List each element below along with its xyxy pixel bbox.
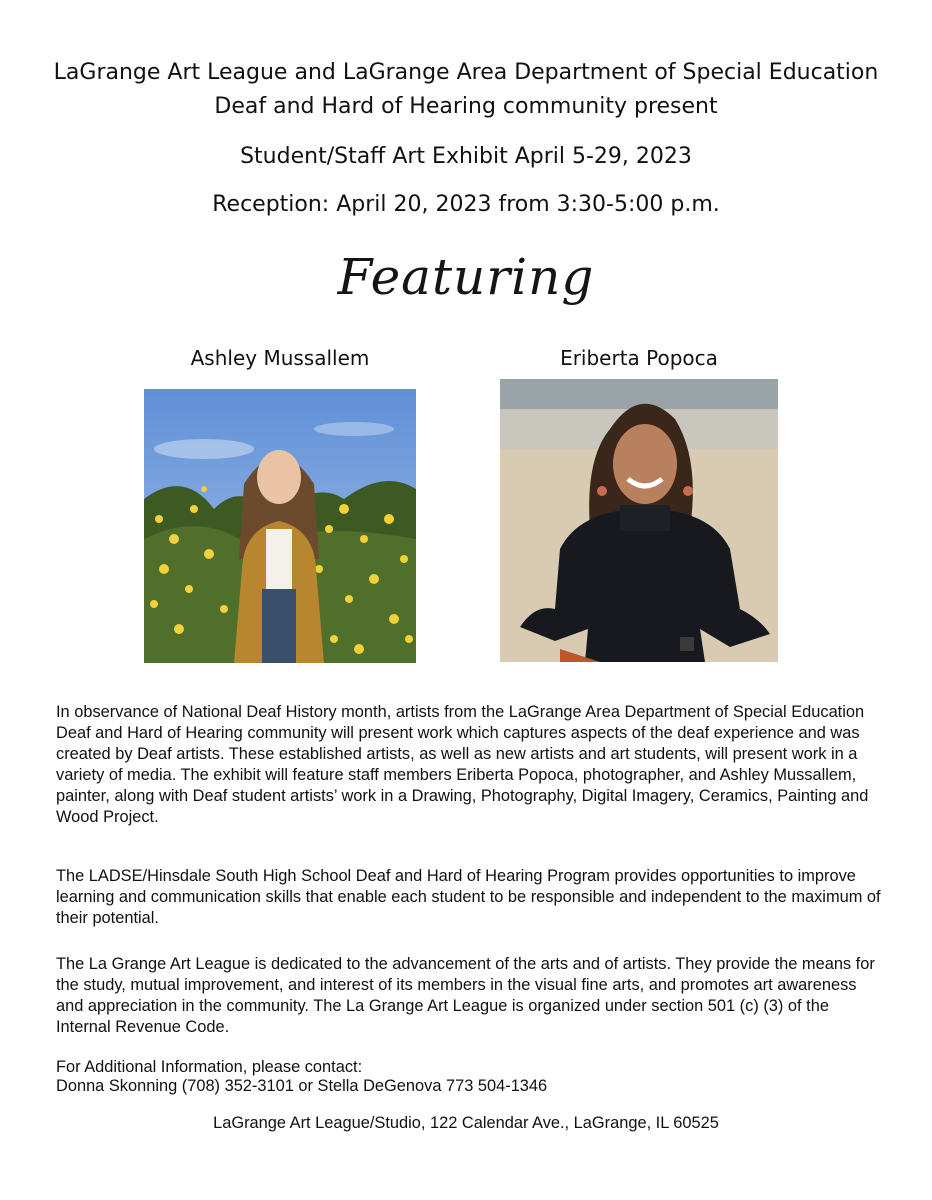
featuring-heading: Featuring xyxy=(337,248,595,306)
eriberta-portrait-illustration xyxy=(500,379,778,662)
reception-info: Reception: April 20, 2023 from 3:30-5:00 p.m. xyxy=(212,192,720,217)
paragraph-art-league-description: The La Grange Art League is dedicated to the advancement of the arts and of artists. They provide the means for the study, mutual improvement, and interest of its members in the visual fine arts, and promotes art awareness and appreciation in the community. The La Grange Art League is organized under section 501 (c) (3) of the Internal Revenue Code. xyxy=(56,955,875,1036)
paragraph-exhibit-description: In observance of National Deaf History month, artists from the LaGrange Area Department of Special Education Deaf and Hard of Hearing community will present work which captures aspects of the deaf experience and was created by Deaf artists. These established artists, as well as new artists and art students, will present work in a variety of media. The exhibit will feature staff members Eriberta Popoca, photographer, and Ashley Mussallem, painter, along with Deaf student artists’ work in a Drawing, Photography, Digital Imagery, Ceramics, Painting and Wood Project. xyxy=(56,703,869,826)
paragraph-program-description: The LADSE/Hinsdale South High School Deaf and Hard of Hearing Program provides opportunities to improve learning and communication skills that enable each student to be responsible and independent to the maximum of their potential. xyxy=(56,867,881,927)
ashley-portrait-illustration xyxy=(144,389,416,663)
header-line-2: Deaf and Hard of Hearing community present xyxy=(214,94,718,119)
contact-people: Donna Skonning (708) 352-3101 or Stella DeGenova 773 504-1346 xyxy=(56,1077,548,1095)
artist-name-eriberta: Eriberta Popoca xyxy=(560,346,718,370)
artist-photo-eriberta xyxy=(500,379,778,662)
artist-photo-ashley xyxy=(144,389,416,663)
header-line-1: LaGrange Art League and LaGrange Area Department of Special Education xyxy=(53,60,879,85)
exhibit-dates: Student/Staff Art Exhibit April 5-29, 2023 xyxy=(240,144,692,169)
contact-info xyxy=(56,1058,886,1096)
artist-name-ashley: Ashley Mussallem xyxy=(190,346,370,370)
contact-intro: For Additional Information, please contact: xyxy=(56,1058,363,1076)
header-organizers xyxy=(0,56,932,124)
footer-address: LaGrange Art League/Studio, 122 Calendar Ave., LaGrange, IL 60525 xyxy=(213,1114,719,1132)
